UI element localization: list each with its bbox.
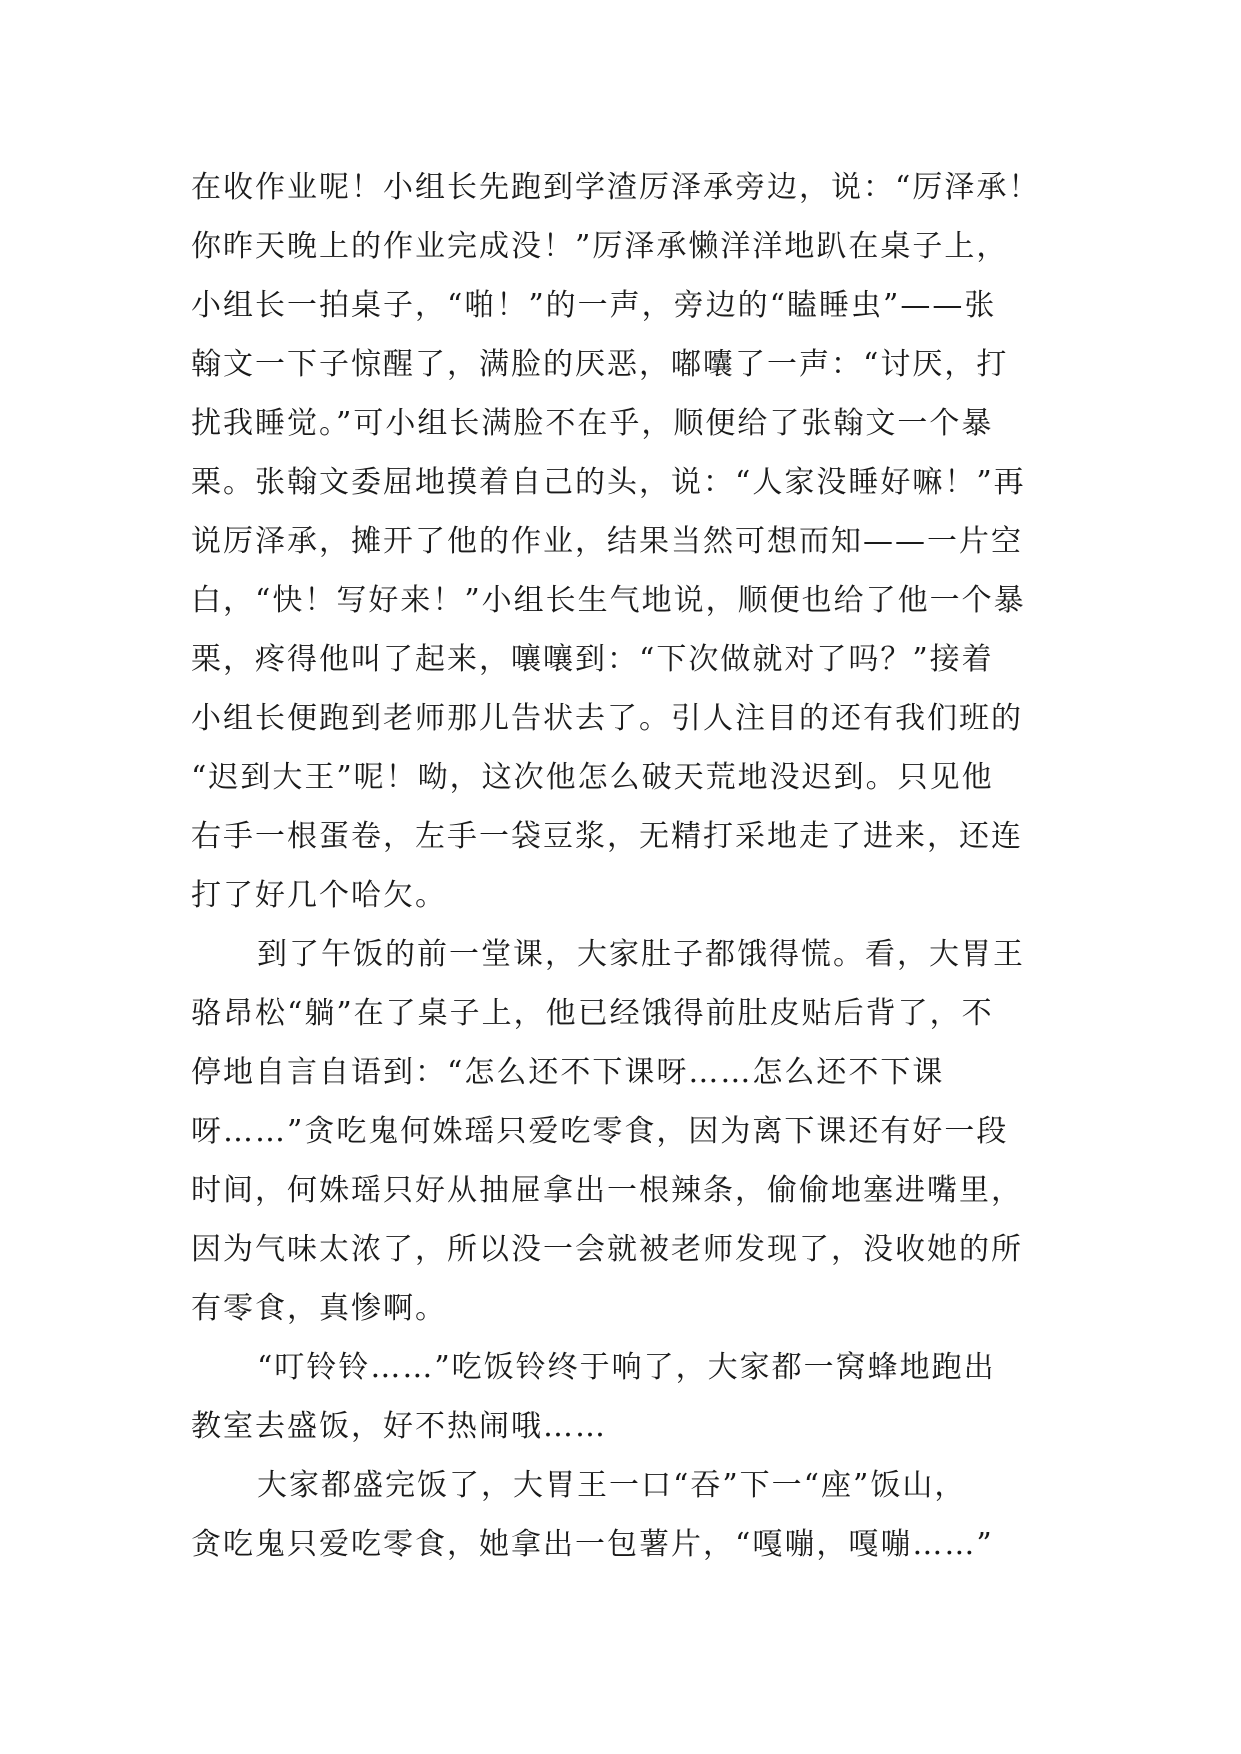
text-line: 因为气味太浓了，所以没一会就被老师发现了，没收她的所 xyxy=(191,1232,1023,1267)
paragraph-start-line: “叮铃铃……”吃饭铃终于响了，大家都一窝蜂地跑出 xyxy=(257,1350,996,1385)
text-line: 右手一根蛋卷，左手一袋豆浆，无精打采地走了进来，还连 xyxy=(191,819,1023,854)
text-line: 翰文一下子惊醒了，满脸的厌恶，嘟囔了一声：“讨厌，打 xyxy=(191,347,1009,382)
text-line: 扰我睡觉。”可小组长满脸不在乎，顺便给了张翰文一个暴 xyxy=(191,406,994,441)
text-line: 打了好几个哈欠。 xyxy=(191,878,447,913)
text-line: 时间，何姝瑶只好从抽屉拿出一根辣条，偷偷地塞进嘴里， xyxy=(191,1173,1023,1208)
text-line: 停地自言自语到：“怎么还不下课呀……怎么还不下课 xyxy=(191,1055,945,1090)
paragraph-start-line: 到了午饭的前一堂课，大家肚子都饿得慌。看，大胃王 xyxy=(257,937,1025,972)
text-line: 呀……”贪吃鬼何姝瑶只爱吃零食，因为离下课还有好一段 xyxy=(191,1114,1009,1149)
text-line: “迟到大王”呢！呦，这次他怎么破天荒地没迟到。只见他 xyxy=(191,760,994,795)
text-line: 小组长便跑到老师那儿告状去了。引人注目的还有我们班的 xyxy=(191,701,1023,736)
text-line: 白，“快！写好来！”小组长生气地说，顺便也给了他一个暴 xyxy=(191,583,1026,618)
text-line: 在收作业呢！小组长先跑到学渣厉泽承旁边，说：“厉泽承！ xyxy=(191,170,1041,205)
text-line: 贪吃鬼只爱吃零食，她拿出一包薯片，“嘎嘣，嘎嘣……” xyxy=(191,1527,994,1562)
text-line: 栗。张翰文委屈地摸着自己的头，说：“人家没睡好嘛！”再 xyxy=(191,465,1026,500)
text-line: 栗，疼得他叫了起来，嚷嚷到：“下次做就对了吗？”接着 xyxy=(191,642,994,677)
text-line: 教室去盛饭，好不热闹哦…… xyxy=(191,1409,607,1444)
text-line: 小组长一拍桌子，“啪！”的一声，旁边的“瞌睡虫”——张 xyxy=(191,288,997,323)
text-line: 骆昂松“躺”在了桌子上，他已经饿得前肚皮贴后背了，不 xyxy=(191,996,994,1031)
text-line: 你昨天晚上的作业完成没！”厉泽承懒洋洋地趴在桌子上， xyxy=(191,229,1009,264)
paragraph-start-line: 大家都盛完饭了，大胃王一口“吞”下一“座”饭山， xyxy=(257,1468,967,1503)
document-body xyxy=(191,158,1051,1574)
text-line: 说厉泽承，摊开了他的作业，结果当然可想而知——一片空 xyxy=(191,524,1023,559)
text-line: 有零食，真惨啊。 xyxy=(191,1291,447,1326)
